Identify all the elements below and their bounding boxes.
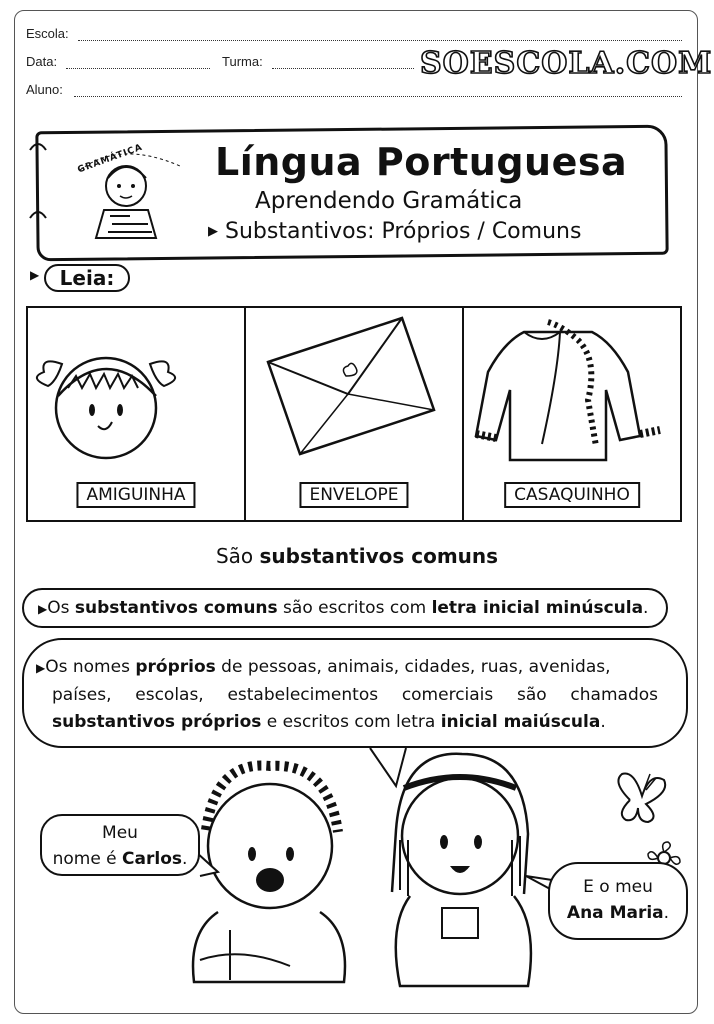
speech-bubble-ana	[548, 862, 688, 940]
butterfly-icon	[618, 773, 665, 822]
leia-label: Leia:	[44, 264, 130, 292]
rule2-text: Os nomes	[45, 657, 136, 677]
bubble-line: E o meu	[583, 877, 653, 897]
arrow-right-icon: ▶	[36, 661, 46, 675]
girl-ana-maria-icon	[392, 754, 531, 986]
rule2-line: países, escolas, estabelecimentos comerciais são chamados	[52, 685, 658, 705]
turma-label: Turma:	[222, 54, 263, 69]
rule2-text: .	[600, 712, 606, 732]
bubble-text: nome é	[52, 849, 123, 869]
card-label: AMIGUINHA	[76, 482, 195, 508]
rule2-text: de pessoas, animais, cidades, ruas, avenidas,	[215, 657, 611, 677]
aluno-label: Aluno:	[26, 82, 63, 97]
heading-prefix: São	[215, 544, 260, 568]
rule2-bold: próprios	[135, 657, 216, 677]
arrow-right-icon: ▶	[38, 602, 48, 616]
bubble-text: .	[182, 849, 188, 869]
rule1-text: Os	[47, 598, 75, 618]
bubble-line	[550, 900, 686, 926]
rule2-bold: substantivos próprios	[52, 712, 262, 732]
arrow-right-icon: ▶	[208, 224, 218, 239]
page-subtitle: Aprendendo Gramática	[255, 188, 523, 214]
bubble-line	[42, 846, 198, 872]
rule1-bold: substantivos comuns	[74, 598, 278, 618]
topic-text: Substantivos: Próprios / Comuns	[225, 219, 582, 244]
rule1-text: são escritos com	[277, 598, 432, 618]
arrow-right-icon: ▶	[30, 268, 40, 282]
rule2-text: e escritos com letra	[261, 712, 441, 732]
bubble-text: .	[663, 903, 670, 923]
data-label: Data:	[26, 54, 58, 69]
card-label: CASAQUINHO	[504, 482, 640, 508]
page-title: Língua Portuguesa	[215, 140, 628, 184]
heading-bold: substantivos comuns	[259, 544, 499, 568]
rule2-bold: inicial maiúscula	[440, 712, 601, 732]
bubble-name: Carlos	[122, 849, 183, 869]
escola-label: Escola:	[26, 26, 69, 41]
speech-bubble-carlos	[40, 814, 200, 876]
rule1-bold: letra inicial minúscula	[431, 598, 644, 618]
grammar-stamp: GRAMÁTICA	[76, 142, 145, 176]
card-label: ENVELOPE	[299, 482, 408, 508]
bubble-name: Ana Maria	[566, 903, 664, 923]
bubble-line: Meu	[102, 823, 138, 843]
boy-carlos-icon	[193, 766, 345, 982]
rule1-text: .	[643, 598, 649, 618]
brand-logo: SOESCOLA.COM	[420, 46, 713, 81]
